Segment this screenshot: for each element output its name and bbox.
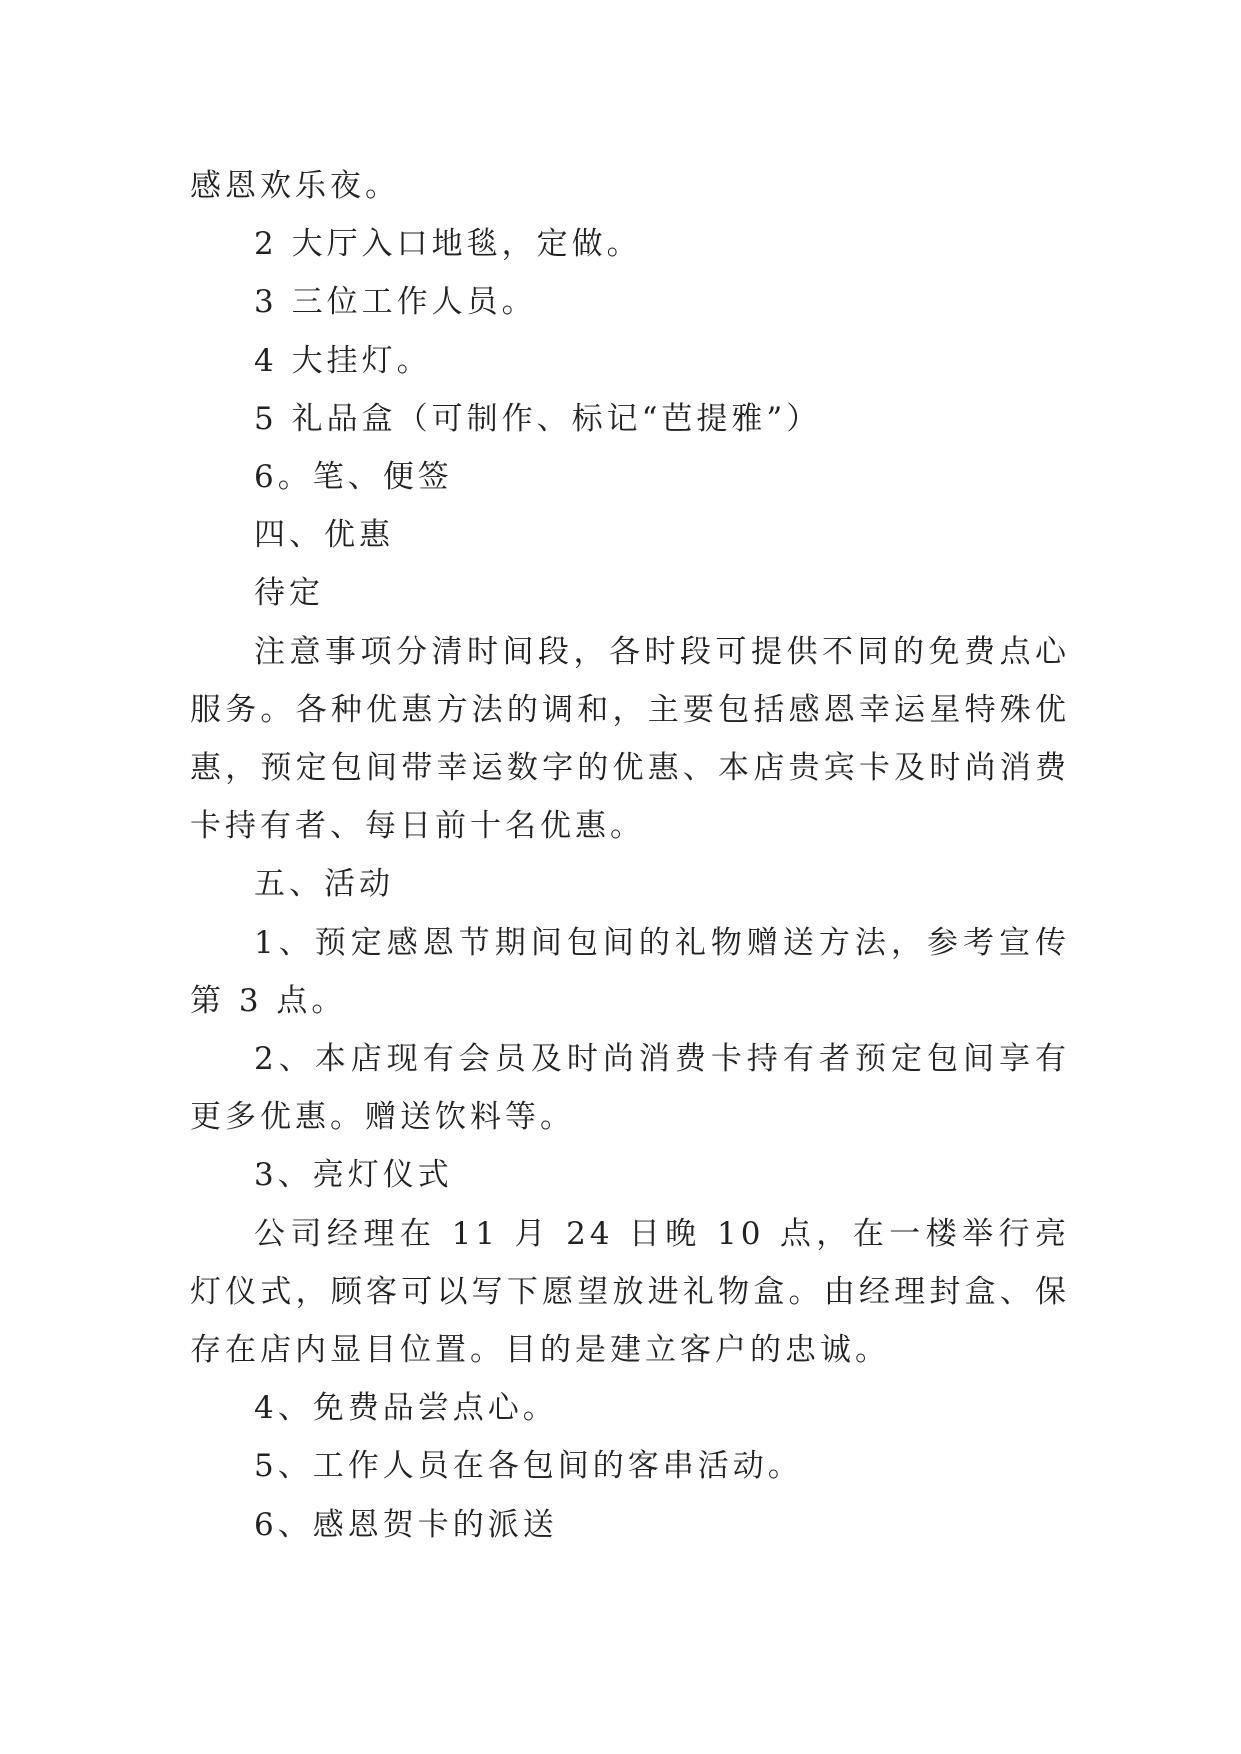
paragraph-continuation: 感恩欢乐夜。 xyxy=(190,168,400,204)
paragraph-activity-4: 4、免费品尝点心。 xyxy=(254,1390,558,1427)
paragraph-lighting-ceremony: 公司经理在 11 月 24 日晚 10 点，在一楼举行亮灯仪式，顾客可以写下愿望放进礼物盒。由经理封盒、保存在店内显目位置。目的是建立客户的忠诚。 xyxy=(190,1215,1070,1369)
section-heading-discounts: 四、优惠 xyxy=(254,517,394,554)
paragraph-item-lamp: 4 大挂灯。 xyxy=(254,342,432,379)
section-heading-activities: 五、活动 xyxy=(254,866,394,903)
paragraph-item-staff: 3 三位工作人员。 xyxy=(254,284,537,321)
paragraph-activity-2: 2、本店现有会员及时尚消费卡持有者预定包间享有更多优惠。赠送饮料等。 xyxy=(190,1041,1070,1136)
document-body xyxy=(190,157,1070,1554)
paragraph-item-pen-notes: 6。笔、便签 xyxy=(254,459,453,496)
paragraph-item-carpet: 2 大厅入口地毯，定做。 xyxy=(254,226,642,263)
paragraph-activity-1: 1、预定感恩节期间包间的礼物赠送方法，参考宣传第 3 点。 xyxy=(190,924,1070,1019)
paragraph-notes: 注意事项分清时间段，各时段可提供不同的免费点心服务。各种优惠方法的调和，主要包括感恩幸运星特殊优惠，预定包间带幸运数字的优惠、本店贵宾卡及时尚消费卡持有者、每日前十名优惠。 xyxy=(190,633,1070,845)
paragraph-item-gift-box: 5 礼品盒（可制作、标记“芭提雅”） xyxy=(254,400,822,437)
paragraph-activity-3: 3、亮灯仪式 xyxy=(254,1157,453,1194)
paragraph-tbd: 待定 xyxy=(254,575,324,612)
paragraph-activity-5: 5、工作人员在各包间的客串活动。 xyxy=(254,1448,803,1485)
paragraph-activity-6: 6、感恩贺卡的派送 xyxy=(254,1506,558,1543)
